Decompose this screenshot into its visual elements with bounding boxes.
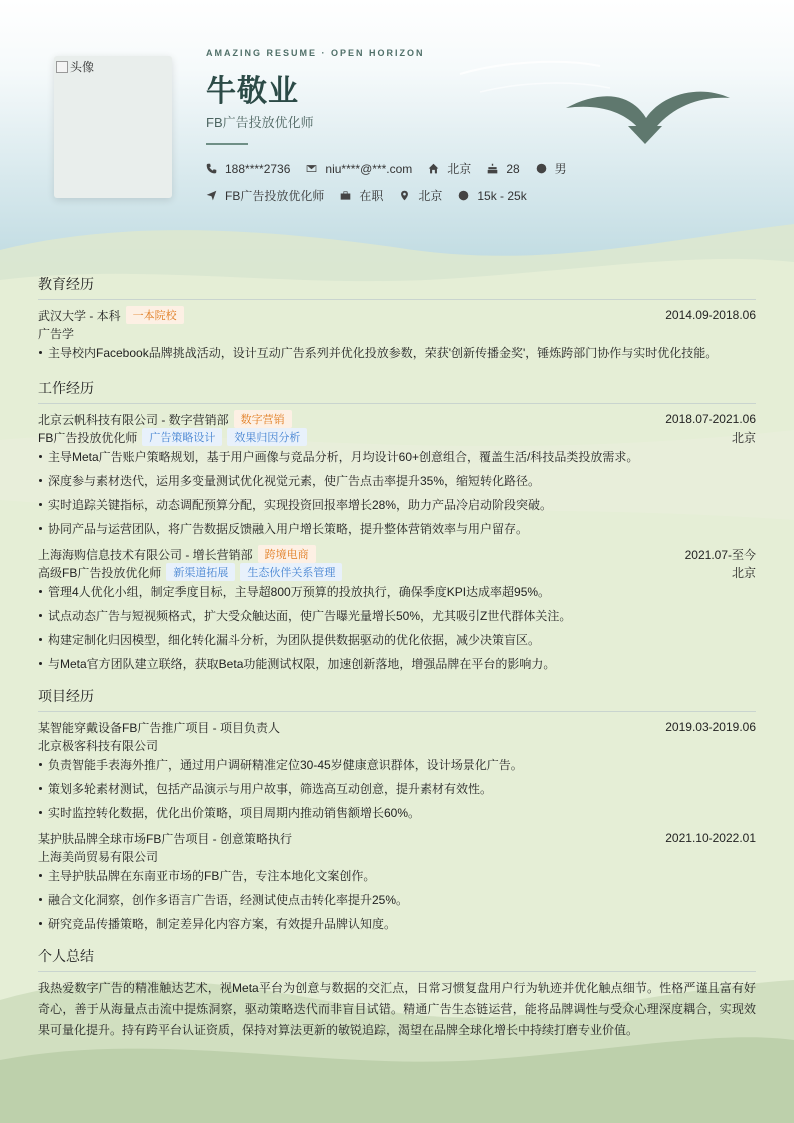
project-date: 2021.10-2022.01 <box>665 831 756 845</box>
work-date: 2018.07-2021.06 <box>665 412 756 426</box>
company-name: 北京云帆科技有限公司 - 数字营销部 <box>38 412 229 427</box>
project-bullet: 融合文化洞察，创作多语言广告语，经测试使点击转化率提升25%。 <box>38 892 756 908</box>
education-item-header <box>38 306 756 324</box>
avatar-alt-text: 头像 <box>70 60 95 74</box>
work-item-header <box>38 410 756 428</box>
project-item-header <box>38 718 756 736</box>
candidate-name: 牛敬业 <box>206 75 299 108</box>
job-title: 高级FB广告投放优化师 <box>38 565 162 580</box>
work-date: 2021.07-至今 <box>684 547 756 562</box>
section-title: 个人总结 <box>38 946 756 972</box>
projects-section <box>38 686 756 940</box>
project-date: 2019.03-2019.06 <box>665 720 756 734</box>
work-item-subheader <box>38 428 756 446</box>
work-bullet: 管理4人优化小组，制定季度目标，主导超800万预算的投放执行，确保季度KPI达成率超95%。 <box>38 584 756 600</box>
school-tag: 一本院校 <box>126 306 184 324</box>
section-title: 工作经历 <box>38 378 756 404</box>
project-bullet: 实时监控转化数据，优化出价策略，项目周期内推动销售额增长60%。 <box>38 805 756 821</box>
job-intent-row <box>206 187 543 204</box>
project-company: 北京极客科技有限公司 <box>38 738 159 753</box>
project-item-header <box>38 829 756 847</box>
education-date: 2014.09-2018.06 <box>665 308 756 322</box>
work-item-header <box>38 545 756 563</box>
status-icon <box>340 190 351 201</box>
work-item-subheader <box>38 563 756 581</box>
email-item: niu****@***.com <box>306 162 412 176</box>
summary-text: 我热爱数字广告的精准触达艺术，视Meta平台为创意与数据的交汇点，日常习惯复盘用户行为轨迹并优化触点细节。性格严谨且富有好奇心，善于从海量点击流中提炼洞察，驱动策略迭代而非盲目试错。精通广告生态链运营，能将品牌调性与受众心理深度耦合，实现效果可量化提升。持有跨平台认证资质，保持对算法更新的敏锐追踪，渴望在品牌全球化增长中持续打磨专业价值。 <box>38 981 756 1037</box>
job-title: FB广告投放优化师 <box>38 430 138 445</box>
intent-position-item: FB广告投放优化师 <box>206 187 324 204</box>
skill-tag: 效果归因分析 <box>227 428 307 446</box>
major: 广告学 <box>38 326 75 341</box>
project-name: 某智能穿戴设备FB广告推广项目 - 项目负责人 <box>38 720 280 735</box>
intent-city-item: 北京 <box>399 187 442 204</box>
candidate-role: FB广告投放优化师 <box>206 115 314 130</box>
work-bullet: 深度参与素材迭代，运用多变量测试优化视觉元素，使广告点击率提升35%，缩短转化路径。 <box>38 473 756 489</box>
work-section <box>38 378 756 680</box>
work-bullet: 主导Meta广告账户策略规划，基于用户画像与竞品分析，月均设计60+创意组合，覆盖生活/科技品类投放需求。 <box>38 449 756 465</box>
education-bullet: 主导校内Facebook品牌挑战活动，设计互动广告系列并优化投放参数，荣获'创新传播金奖'，锤炼跨部门协作与实时优化技能。 <box>38 345 756 361</box>
salary-icon <box>458 190 469 201</box>
project-bullet: 负责智能手表海外推广，通过用户调研精准定位30-45岁健康意识群体，设计场景化广告。 <box>38 757 756 773</box>
mail-icon <box>306 163 317 174</box>
skill-tag: 新渠道拓展 <box>166 563 235 581</box>
age-item: 28 <box>487 162 519 176</box>
tagline: AMAZING RESUME · OPEN HORIZON <box>206 48 425 58</box>
skill-tag: 广告策略设计 <box>142 428 222 446</box>
education-section <box>38 274 756 369</box>
gender-item: 男 <box>536 160 567 177</box>
project-bullet: 策划多轮素材测试，包括产品演示与用户故事，筛选高互动创意，提升素材有效性。 <box>38 781 756 797</box>
contact-info-row <box>206 160 583 177</box>
work-bullet: 协同产品与运营团队，将广告数据反馈融入用户增长策略，提升整体营销效率与用户留存。 <box>38 521 756 537</box>
company-name: 上海海购信息技术有限公司 - 增长营销部 <box>38 547 253 562</box>
summary-section <box>38 946 756 1041</box>
phone-icon <box>206 163 217 174</box>
cake-icon <box>487 163 498 174</box>
work-city: 北京 <box>731 565 756 580</box>
gender-icon <box>536 163 547 174</box>
section-title: 教育经历 <box>38 274 756 300</box>
section-title: 项目经历 <box>38 686 756 712</box>
project-name: 某护肤品牌全球市场FB广告项目 - 创意策略执行 <box>38 831 292 846</box>
salary-item: 15k - 25k <box>458 189 526 203</box>
job-status-item: 在职 <box>340 187 383 204</box>
send-icon <box>206 190 217 201</box>
home-icon <box>428 163 439 174</box>
header-divider <box>206 143 248 145</box>
broken-image-icon <box>56 61 68 73</box>
work-bullet: 试点动态广告与短视频格式，扩大受众触达面，使广告曝光量增长50%，尤其吸引Z世代群体关注。 <box>38 608 756 624</box>
work-bullet: 构建定制化归因模型，细化转化漏斗分析，为团队提供数据驱动的优化依据，减少决策盲区。 <box>38 632 756 648</box>
work-bullet: 与Meta官方团队建立联络，获取Beta功能测试权限，加速创新落地，增强品牌在平台的影响力。 <box>38 656 756 672</box>
phone-item: 188****2736 <box>206 162 290 176</box>
school-name: 武汉大学 - 本科 <box>38 308 121 323</box>
avatar <box>54 56 172 198</box>
company-tag: 数字营销 <box>234 410 292 428</box>
hometown-item: 北京 <box>428 160 471 177</box>
work-city: 北京 <box>731 430 756 445</box>
location-icon <box>399 190 410 201</box>
project-bullet: 研究竞品传播策略，制定差异化内容方案，有效提升品牌认知度。 <box>38 916 756 932</box>
project-bullet: 主导护肤品牌在东南亚市场的FB广告，专注本地化文案创作。 <box>38 868 756 884</box>
company-tag: 跨境电商 <box>258 545 316 563</box>
project-company: 上海美尚贸易有限公司 <box>38 849 159 864</box>
work-bullet: 实时追踪关键指标，动态调配预算分配，实现投资回报率增长28%，助力产品冷启动阶段突破。 <box>38 497 756 513</box>
skill-tag: 生态伙伴关系管理 <box>240 563 342 581</box>
